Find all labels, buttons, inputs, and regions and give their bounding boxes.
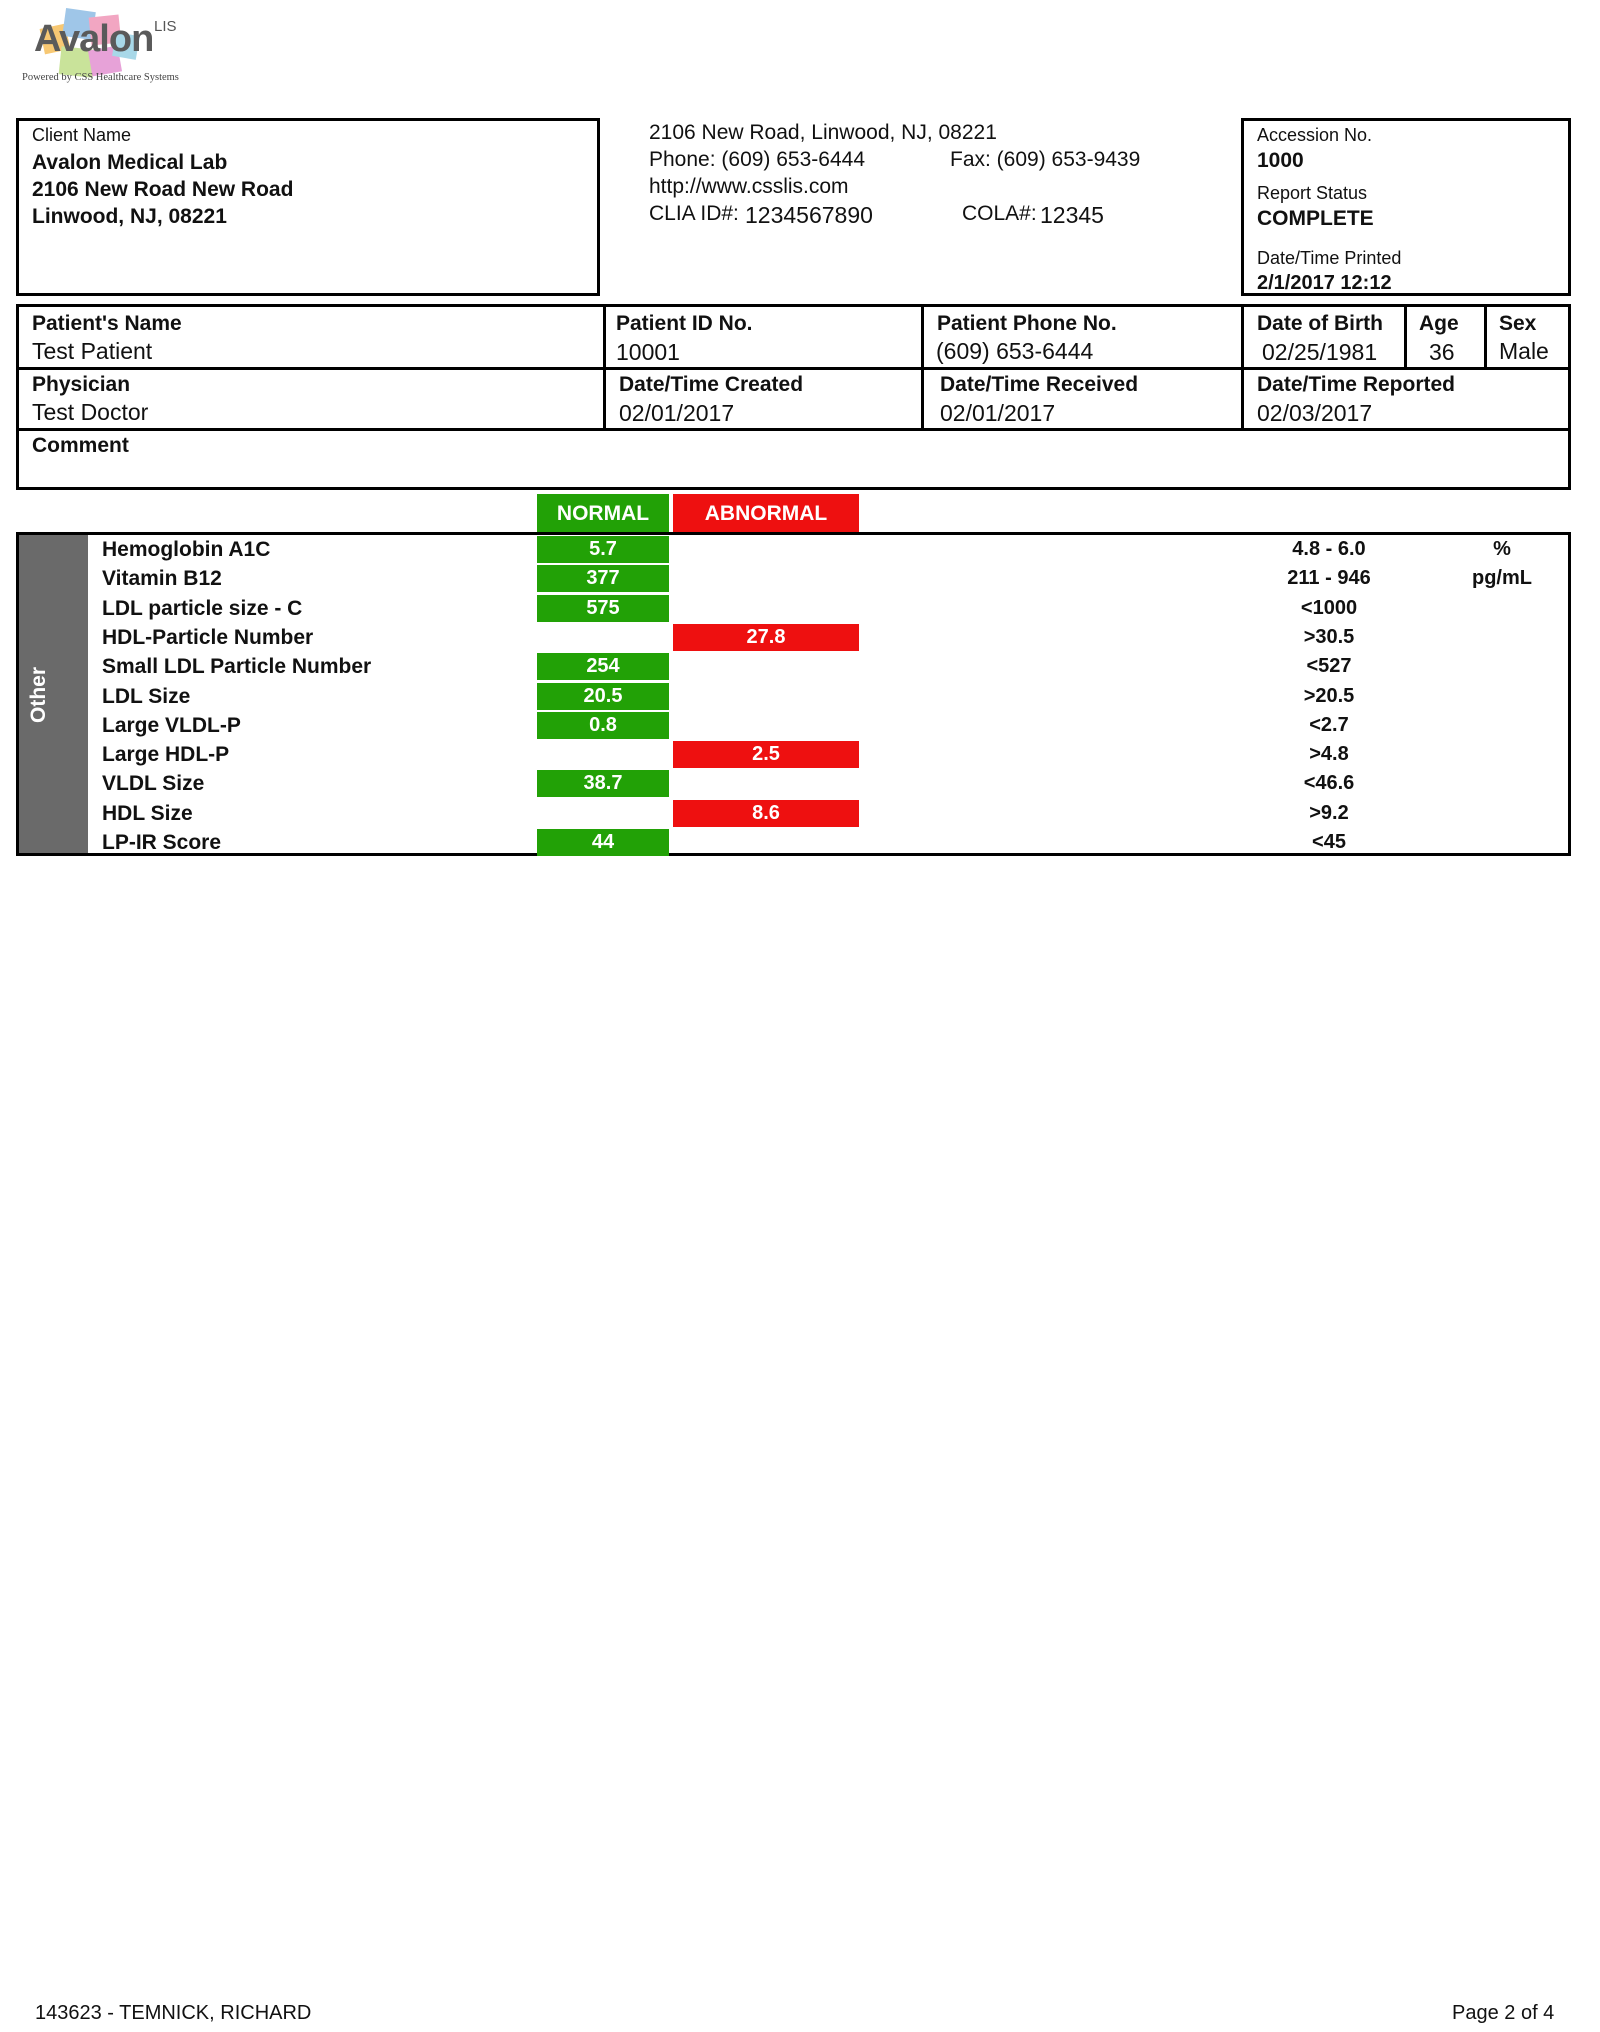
logo-lis: LIS bbox=[154, 18, 177, 35]
test-name: Hemoglobin A1C bbox=[102, 538, 271, 561]
dob-value: 02/25/1981 bbox=[1262, 339, 1378, 365]
result-row bbox=[19, 769, 1568, 798]
patient-id-label: Patient ID No. bbox=[616, 312, 753, 335]
logo-wordmark: Avalon bbox=[34, 18, 154, 60]
reference-range: <45 bbox=[1312, 831, 1346, 853]
printed-value: 2/1/2017 12:12 bbox=[1257, 272, 1392, 294]
reference-range: 4.8 - 6.0 bbox=[1292, 538, 1366, 560]
test-name: Small LDL Particle Number bbox=[102, 655, 372, 679]
patient-phone-label: Patient Phone No. bbox=[937, 312, 1117, 335]
logo-tagline: Powered by CSS Healthcare Systems bbox=[22, 72, 179, 83]
created-label: Date/Time Created bbox=[619, 373, 804, 396]
lab-address: 2106 New Road, Linwood, NJ, 08221 bbox=[649, 121, 997, 144]
reference-range: >9.2 bbox=[1309, 801, 1349, 824]
report-status-value: COMPLETE bbox=[1257, 207, 1374, 230]
normal-result-value: 38.7 bbox=[537, 770, 669, 797]
abnormal-result-value: 27.8 bbox=[673, 624, 859, 651]
client-address-1: 2106 New Road New Road bbox=[32, 178, 294, 201]
result-row bbox=[19, 652, 1568, 681]
client-box bbox=[16, 118, 600, 296]
reported-value: 02/03/2017 bbox=[1257, 400, 1373, 426]
cola-label: COLA#: bbox=[962, 202, 1037, 225]
report-box bbox=[1241, 118, 1571, 296]
patient-name-value: Test Patient bbox=[32, 338, 153, 364]
result-row bbox=[19, 799, 1568, 828]
normal-legend: NORMAL bbox=[537, 494, 669, 534]
normal-result-value: 20.5 bbox=[537, 683, 669, 710]
reference-range: 211 - 946 bbox=[1287, 567, 1371, 590]
printed-label: Date/Time Printed bbox=[1257, 248, 1402, 268]
received-label: Date/Time Received bbox=[940, 373, 1139, 396]
test-name: LP-IR Score bbox=[102, 831, 222, 854]
test-name: Large HDL-P bbox=[102, 743, 230, 767]
normal-result-value: 377 bbox=[537, 565, 669, 592]
lab-phone: Phone: (609) 653-6444 bbox=[649, 148, 865, 171]
test-name: Large VLDL-P bbox=[102, 713, 241, 737]
accession-value: 1000 bbox=[1257, 149, 1304, 172]
abnormal-legend: ABNORMAL bbox=[673, 494, 859, 534]
result-row bbox=[19, 594, 1568, 623]
patient-phone-value: (609) 653-6444 bbox=[936, 338, 1094, 364]
reference-range: <527 bbox=[1306, 655, 1352, 678]
cola-value: 12345 bbox=[1040, 202, 1104, 228]
normal-result-value: 0.8 bbox=[537, 712, 669, 739]
client-name-label: Client Name bbox=[32, 125, 132, 145]
accession-label: Accession No. bbox=[1257, 125, 1373, 145]
clia-value: 1234567890 bbox=[745, 202, 873, 228]
age-value: 36 bbox=[1429, 339, 1455, 365]
patient-box bbox=[16, 304, 1571, 490]
reference-range: <46.6 bbox=[1303, 772, 1355, 795]
normal-result-value: 44 bbox=[537, 829, 669, 856]
received-value: 02/01/2017 bbox=[940, 400, 1056, 426]
client-address-2: Linwood, NJ, 08221 bbox=[32, 205, 227, 228]
comment-label: Comment bbox=[32, 434, 129, 457]
abnormal-result-value: 8.6 bbox=[673, 800, 859, 827]
physician-label: Physician bbox=[32, 373, 131, 396]
sex-label: Sex bbox=[1499, 312, 1537, 335]
footer-page-number: Page 2 of 4 bbox=[1452, 2002, 1555, 2024]
patient-name-label: Patient's Name bbox=[32, 312, 182, 335]
test-name: HDL Size bbox=[102, 801, 193, 825]
results-table bbox=[16, 532, 1571, 856]
result-row bbox=[19, 740, 1568, 769]
result-row bbox=[19, 623, 1568, 652]
avalon-logo bbox=[20, 4, 190, 90]
patient-id-value: 10001 bbox=[616, 339, 680, 365]
test-name: LDL particle size - C bbox=[102, 596, 303, 620]
reference-range: >20.5 bbox=[1303, 684, 1355, 707]
physician-value: Test Doctor bbox=[32, 399, 149, 425]
abnormal-result-value: 2.5 bbox=[673, 741, 859, 768]
client-name: Avalon Medical Lab bbox=[32, 151, 228, 174]
dob-label: Date of Birth bbox=[1257, 312, 1383, 335]
lab-website[interactable]: http://www.csslis.com bbox=[649, 175, 849, 198]
result-row bbox=[19, 828, 1568, 857]
result-unit: pg/mL bbox=[1472, 567, 1532, 590]
clia-label: CLIA ID#: bbox=[649, 202, 739, 225]
section-label: Other bbox=[27, 666, 50, 724]
report-status-label: Report Status bbox=[1257, 183, 1368, 203]
reference-range: <2.7 bbox=[1309, 713, 1349, 736]
reported-label: Date/Time Reported bbox=[1257, 373, 1455, 396]
test-name: LDL Size bbox=[102, 684, 191, 708]
sex-value: Male bbox=[1499, 338, 1549, 364]
test-name: Vitamin B12 bbox=[102, 567, 222, 591]
age-label: Age bbox=[1419, 312, 1459, 335]
reference-range: >4.8 bbox=[1309, 743, 1349, 766]
normal-result-value: 5.7 bbox=[537, 536, 669, 563]
result-row bbox=[19, 682, 1568, 711]
created-value: 02/01/2017 bbox=[619, 400, 735, 426]
lab-fax: Fax: (609) 653-9439 bbox=[950, 148, 1141, 171]
test-name: VLDL Size bbox=[102, 772, 205, 796]
result-row bbox=[19, 711, 1568, 740]
result-row bbox=[19, 535, 1568, 564]
reference-range: >30.5 bbox=[1303, 625, 1355, 648]
result-unit: % bbox=[1493, 538, 1511, 560]
footer-patient-ref: 143623 - TEMNICK, RICHARD bbox=[35, 2002, 312, 2024]
normal-result-value: 254 bbox=[537, 653, 669, 680]
test-name: HDL-Particle Number bbox=[102, 625, 314, 649]
reference-range: <1000 bbox=[1300, 596, 1358, 619]
normal-result-value: 575 bbox=[537, 595, 669, 622]
result-row bbox=[19, 564, 1568, 593]
